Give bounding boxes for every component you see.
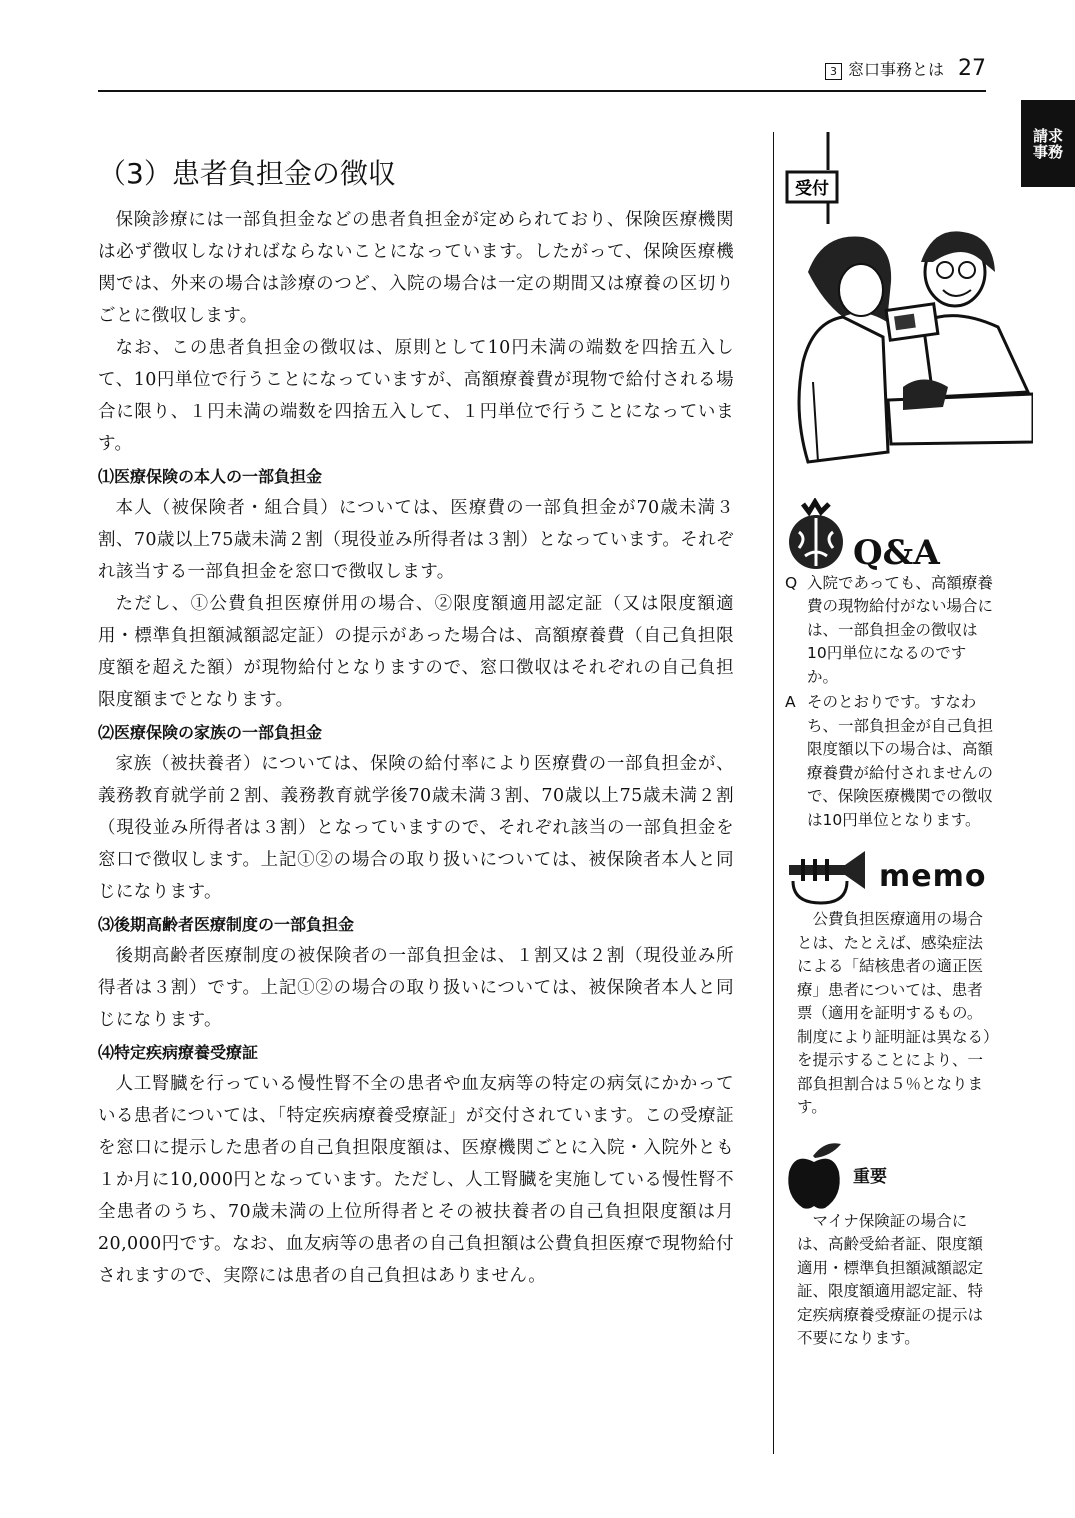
subsection-2-paragraph-1: 家族（被扶養者）については、保険の給付率により医療費の一部負担金が、義務教育就学前２割、義務教育就学後70歳未満３割、70歳以上75歳未満２割（現役並み所得者は３割）となっていますので、それぞれ該当の一部負担金を窓口で徴収します。上記①②の場合の取り扱いについては、被保険者本人と同じになります。 [98, 754, 734, 902]
running-head [825, 56, 986, 81]
subsection-heading-2: ⑵医療保険の家族の一部負担金 [98, 723, 323, 742]
qa-label: Q&A [853, 532, 940, 573]
intro-paragraph-2: なお、この患者負担金の徴収は、原則として10円未満の端数を四捨五入して、10円単位で行うことになっていますが、高額療養費が現物で給付される場合に限り、１円未満の端数を四捨五入して、１円単位で行うことになっています。 [98, 338, 734, 454]
reception-sign-text: 受付 [795, 179, 829, 199]
memo-heading [785, 846, 995, 908]
brain-icon [785, 498, 847, 570]
main-column [98, 140, 734, 1292]
subsection-1-paragraph-1: 本人（被保険者・組合員）については、医療費の一部負担金が70歳未満３割、70歳以上75歳未満２割（現役並み所得者は３割）となっています。それぞれ該当する一部負担金を窓口で徴収します。 [98, 498, 734, 582]
qa-heading [785, 498, 995, 573]
subsection-heading-4: ⑷特定疾病療養受療証 [98, 1043, 259, 1062]
subsection-3-paragraph-1: 後期高齢者医療制度の被保険者の一部負担金は、１割又は２割（現役並み所得者は３割）です。上記①②の場合の取り扱いについては、被保険者本人と同じになります。 [98, 946, 734, 1030]
chapter-label [825, 57, 944, 80]
reception-illustration [783, 132, 1033, 472]
intro-paragraph-1: 保険診療には一部負担金などの患者負担金が定められており、保険医療機関は必ず徴収しなければならないことになっています。したがって、保険医療機関では、外来の場合は診療のつど、入院の場合は一定の期間又は療養の区切りごとに徴収します。 [98, 210, 734, 326]
section-title: （3）患者負担金の徴収 [98, 157, 396, 190]
column-divider [773, 132, 774, 1454]
subsection-1-paragraph-2: ただし、①公費負担医療併用の場合、②限度額適用認定証（又は限度額適用・標準負担額減額認定証）の提示があった場合は、高額療養費（自己負担限度額を超えた額）が現物給付となりますので、窓口徴収はそれぞれの自己負担限度額までとなります。 [98, 594, 734, 710]
subsection-heading-3: ⑶後期高齢者医療制度の一部負担金 [98, 915, 355, 934]
answer-text: そのとおりです。すなわち、一部負担金が自己負担限度額以下の場合は、高額療養費が給付されませんので、保険医療機関での徴収は10円単位となります。 [807, 693, 994, 829]
chapter-title: 窓口事務とは [847, 60, 944, 79]
chapter-number-box: 3 [825, 63, 842, 80]
page-header [98, 50, 986, 92]
memo-label: memo [879, 859, 987, 895]
subsection-heading-1: ⑴医療保険の本人の一部負担金 [98, 467, 323, 486]
trumpet-icon [785, 847, 871, 907]
important-heading [785, 1138, 995, 1210]
sidebar [785, 132, 995, 1351]
section-tab-label: 請求事務 [1032, 126, 1063, 161]
memo-text: 公費負担医療適用の場合とは、たとえば、感染症法による「結核患者の適正医療」患者については、患者票（適用を証明するもの。制度により証明証は異なる）を提示することにより、一部負担割合は５％となります。 [797, 910, 991, 1116]
answer-mark: A [785, 693, 796, 711]
question-text: 入院であっても、高額療養費の現物給付がない場合には、一部負担金の徴収は10円単位になるのですか。 [807, 573, 994, 686]
question-item [785, 572, 995, 690]
page-number: 27 [958, 56, 986, 81]
apple-icon [785, 1138, 843, 1210]
answer-item [785, 691, 995, 832]
important-text: マイナ保険証の場合には、高齢受給者証、限度額適用・標準負担額減額認定証、限度額適用認定証、特定疾病療養受療証の提示は不要になります。 [797, 1211, 984, 1347]
question-mark: Q [785, 573, 798, 592]
subsection-4-paragraph-1: 人工腎臓を行っている慢性腎不全の患者や血友病等の特定の病気にかかっている患者については、「特定疾病療養受療証」が交付されています。この受療証を窓口に提示した患者の自己負担限度額は、医療機関ごとに入院・入院外とも１か月に10,000円となっています。ただし、人工腎臓を実施している慢性腎不全患者のうち、70歳未満の上位所得者とその被扶養者の自己負担限度額は月20,000円です。なお、血友病等の患者の自己負担額は公費負担医療で現物給付されますので、実際には患者の自己負担はありません。 [98, 1074, 734, 1286]
important-label: 重要 [853, 1167, 887, 1187]
